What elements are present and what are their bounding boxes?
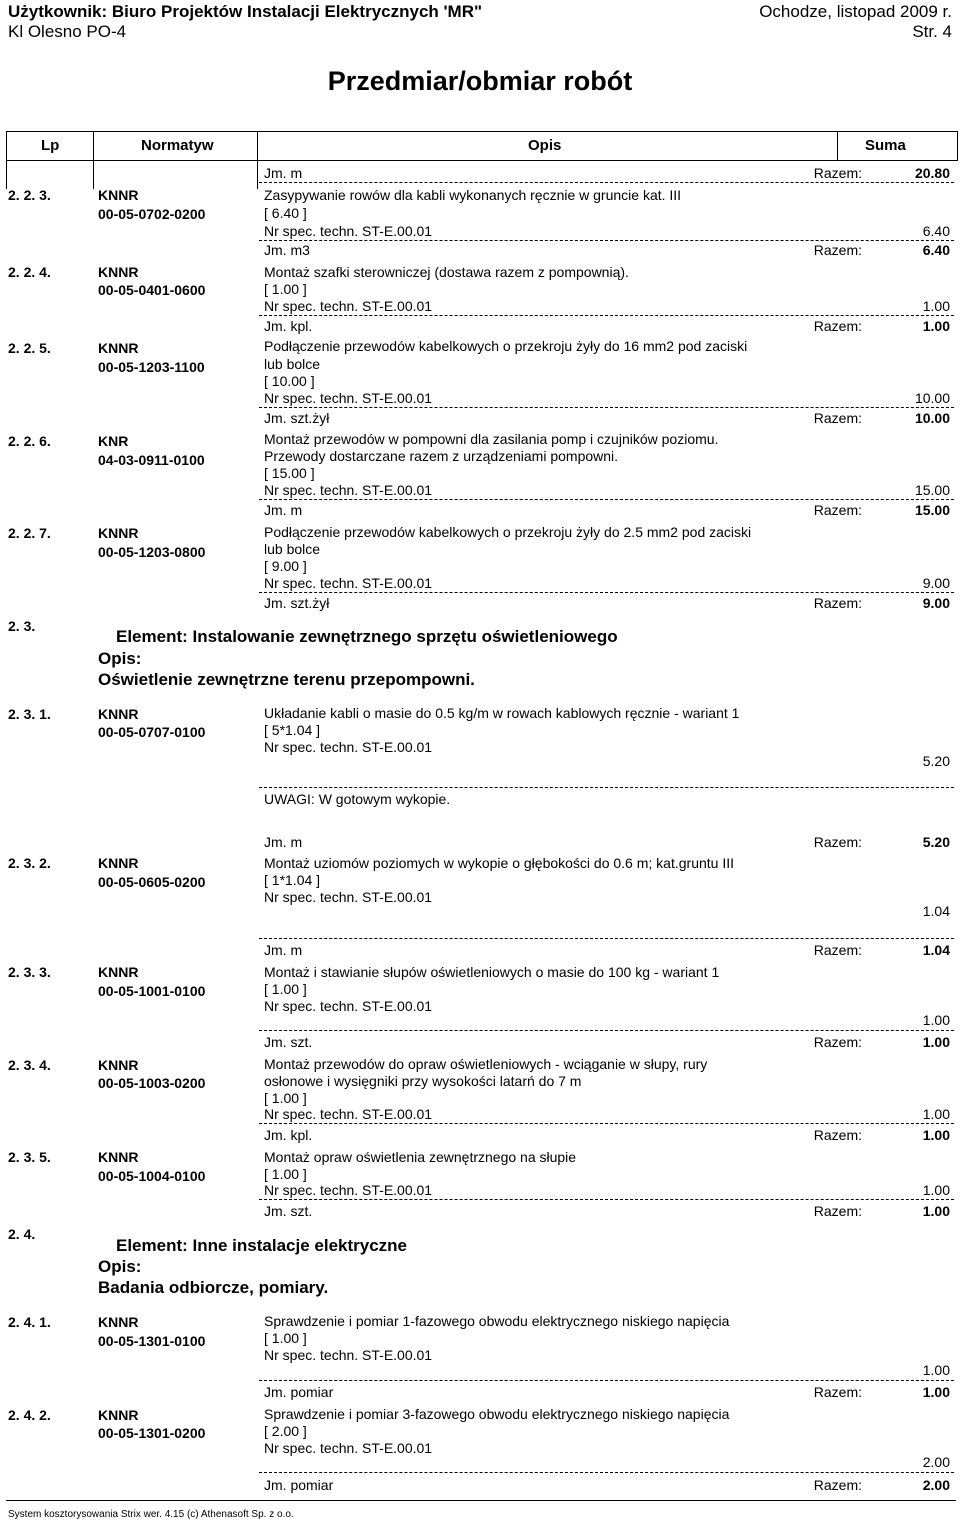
- divider: [259, 240, 954, 241]
- item-desc: [ 2.00 ]: [264, 1423, 307, 1439]
- item-norm: KNNR: [98, 525, 139, 541]
- unit-label: Jm. szt.: [264, 1203, 313, 1219]
- item-norm: KNNR: [98, 187, 139, 203]
- divider: [257, 159, 258, 189]
- item-lp: 2. 2. 4.: [8, 264, 51, 280]
- page-title: Przedmiar/obmiar robót: [327, 66, 633, 96]
- unit-label: Jm. m: [264, 165, 303, 181]
- item-desc: Sprawdzenie i pomiar 3-fazowego obwodu elektrycznego niskiego napięcia: [264, 1406, 730, 1422]
- divider: [259, 315, 954, 316]
- item-norm: KNNR: [98, 964, 139, 980]
- item-desc: Układanie kabli o masie do 0.5 kg/m w rowach kablowych ręcznie - wariant 1: [264, 705, 740, 721]
- divider: [259, 938, 954, 939]
- item-norm-code: 04-03-0911-0100: [98, 452, 205, 468]
- item-desc: Montaż szafki sterowniczej (dostawa razem z pompownią).: [264, 264, 629, 280]
- item-norm: KNNR: [98, 1314, 139, 1330]
- item-desc: lub bolce: [264, 356, 321, 372]
- unit-label: Jm. szt.żył: [264, 595, 330, 611]
- unit-label: Jm. pomiar: [264, 1477, 334, 1493]
- item-spec: Nr spec. techn. ST-E.00.01: [264, 1347, 433, 1363]
- razem-value: 1.00: [922, 1203, 950, 1219]
- razem-label: Razem:: [813, 242, 862, 258]
- razem-label: Razem:: [813, 595, 862, 611]
- item-spec: Nr spec. techn. ST-E.00.01: [264, 1440, 433, 1456]
- divider: [259, 182, 954, 183]
- item-qty: 1.04: [922, 903, 950, 919]
- item-qty: 5.20: [922, 753, 950, 769]
- razem-value: 1.00: [922, 318, 950, 334]
- item-qty: 9.00: [922, 575, 950, 591]
- page-number: Str. 4: [912, 22, 952, 41]
- divider: [259, 407, 954, 408]
- item-qty: 1.00: [922, 1362, 950, 1378]
- item-spec: Nr spec. techn. ST-E.00.01: [264, 575, 433, 591]
- divider: [259, 1380, 954, 1381]
- unit-label: Jm. szt.: [264, 1034, 313, 1050]
- item-lp: 2. 2. 7.: [8, 525, 51, 541]
- item-lp: 2. 3. 1.: [8, 706, 51, 722]
- item-spec: Nr spec. techn. ST-E.00.01: [264, 223, 433, 239]
- unit-label: Jm. m: [264, 942, 303, 958]
- unit-label: Jm. m: [264, 502, 303, 518]
- item-desc: Montaż opraw oświetlenia zewnętrznego na słupie: [264, 1149, 577, 1165]
- item-norm-code: 00-05-1203-1100: [98, 359, 205, 375]
- razem-value: 10.00: [914, 410, 950, 426]
- item-lp: 2. 3. 4.: [8, 1057, 51, 1073]
- item-qty: 10.00: [914, 390, 950, 406]
- divider: [259, 1472, 954, 1473]
- divider: [93, 159, 94, 189]
- element-lp: 2. 3.: [8, 618, 36, 634]
- item-norm: KNNR: [98, 340, 139, 356]
- element-lp: 2. 4.: [8, 1226, 36, 1242]
- item-desc: osłonowe i wysięgniki przy wysokości latarń do 7 m: [264, 1073, 582, 1089]
- col-lp: Lp: [41, 137, 60, 154]
- item-norm-code: 00-05-1001-0100: [98, 983, 206, 999]
- item-spec: Nr spec. techn. ST-E.00.01: [264, 1106, 433, 1122]
- item-norm-code: 00-05-1003-0200: [98, 1075, 206, 1091]
- item-desc: [ 9.00 ]: [264, 558, 307, 574]
- item-desc: [ 6.40 ]: [264, 205, 307, 221]
- item-desc: [ 1.00 ]: [264, 1166, 307, 1182]
- item-norm-code: 00-05-0401-0600: [98, 282, 206, 298]
- razem-value: 5.20: [922, 834, 950, 850]
- razem-label: Razem:: [813, 942, 862, 958]
- item-lp: 2. 2. 5.: [8, 340, 51, 356]
- element-title: Element: Instalowanie zewnętrznego sprzętu oświetleniowego: [116, 627, 618, 646]
- razem-label: Razem:: [813, 1034, 862, 1050]
- column-header: [6, 131, 958, 161]
- item-qty: 15.00: [914, 482, 950, 498]
- razem-value: 1.04: [922, 942, 950, 958]
- item-desc: Przewody dostarczane razem z urządzeniami pompowni.: [264, 448, 619, 464]
- item-norm-code: 00-05-0605-0200: [98, 874, 206, 890]
- item-spec: Nr spec. techn. ST-E.00.01: [264, 298, 433, 314]
- col-opis: Opis: [528, 137, 562, 154]
- item-norm: KNNR: [98, 1149, 139, 1165]
- item-desc: [ 1*1.04 ]: [264, 872, 321, 888]
- divider: [6, 159, 7, 189]
- item-desc: [ 1.00 ]: [264, 981, 307, 997]
- item-qty: 6.40: [922, 223, 950, 239]
- item-spec: Nr spec. techn. ST-E.00.01: [264, 739, 433, 755]
- item-desc: Podłączenie przewodów kabelkowych o przekroju żyły do 2.5 mm2 pod zaciski: [264, 524, 752, 540]
- item-lp: 2. 2. 6.: [8, 433, 51, 449]
- item-desc: lub bolce: [264, 541, 321, 557]
- item-qty: 1.00: [922, 1182, 950, 1198]
- unit-label: Jm. m3: [264, 242, 310, 258]
- col-normatyw: Normatyw: [141, 137, 214, 154]
- item-norm: KNR: [98, 433, 129, 449]
- item-spec: Nr spec. techn. ST-E.00.01: [264, 1182, 433, 1198]
- item-norm: KNNR: [98, 1057, 139, 1073]
- user-label: Użytkownik: Biuro Projektów Instalacji Elektrycznych 'MR": [8, 2, 483, 21]
- item-desc: [ 10.00 ]: [264, 373, 315, 389]
- razem-label: Razem:: [813, 1384, 862, 1400]
- item-note: UWAGI: W gotowym wykopie.: [264, 791, 451, 807]
- item-norm-code: 00-05-1301-0100: [98, 1333, 206, 1349]
- element-opis-label: Opis:: [98, 649, 142, 668]
- razem-label: Razem:: [813, 410, 862, 426]
- item-lp: 2. 4. 1.: [8, 1314, 51, 1330]
- item-spec: Nr spec. techn. ST-E.00.01: [264, 998, 433, 1014]
- item-qty: 1.00: [922, 1012, 950, 1028]
- item-desc: [ 5*1.04 ]: [264, 722, 321, 738]
- razem-value: 6.40: [922, 242, 950, 258]
- item-qty: 1.00: [922, 1106, 950, 1122]
- item-desc: Montaż przewodów do opraw oświetleniowych - wciąganie w słupy, rury: [264, 1056, 708, 1072]
- item-norm-code: 00-05-1301-0200: [98, 1425, 206, 1441]
- divider: [93, 132, 94, 160]
- razem-value: 1.00: [922, 1384, 950, 1400]
- razem-value: 1.00: [922, 1034, 950, 1050]
- item-norm: KNNR: [98, 855, 139, 871]
- razem-label: Razem:: [813, 318, 862, 334]
- unit-label: Jm. kpl.: [264, 1127, 313, 1143]
- item-norm-code: 00-05-0707-0100: [98, 724, 206, 740]
- item-qty: 1.00: [922, 298, 950, 314]
- item-desc: [ 1.00 ]: [264, 1090, 307, 1106]
- item-spec: Nr spec. techn. ST-E.00.01: [264, 482, 433, 498]
- item-lp: 2. 2. 3.: [8, 187, 51, 203]
- razem-label: Razem:: [813, 1477, 862, 1493]
- item-norm: KNNR: [98, 706, 139, 722]
- footer-text: System kosztorysowania Strix wer. 4.15 (c) Athenasoft Sp. z o.o.: [8, 1509, 294, 1520]
- razem-label: Razem:: [813, 1127, 862, 1143]
- razem-value: 9.00: [922, 595, 950, 611]
- unit-label: Jm. m: [264, 834, 303, 850]
- item-lp: 2. 3. 5.: [8, 1149, 51, 1165]
- element-opis-label: Opis:: [98, 1257, 142, 1276]
- item-qty: 2.00: [922, 1454, 950, 1470]
- divider: [259, 1199, 954, 1200]
- item-desc: Montaż uziomów poziomych w wykopie o głębokości do 0.6 m; kat.gruntu III: [264, 855, 734, 871]
- item-desc: Montaż i stawianie słupów oświetleniowych o masie do 100 kg - wariant 1: [264, 964, 720, 980]
- item-spec: Nr spec. techn. ST-E.00.01: [264, 390, 433, 406]
- item-desc: Sprawdzenie i pomiar 1-fazowego obwodu elektrycznego niskiego napięcia: [264, 1313, 730, 1329]
- item-lp: 2. 3. 3.: [8, 964, 51, 980]
- razem-value: 1.00: [922, 1127, 950, 1143]
- element-opis: Oświetlenie zewnętrzne terenu przepompowni.: [98, 670, 475, 689]
- col-suma: Suma: [865, 137, 906, 154]
- unit-label: Jm. kpl.: [264, 318, 313, 334]
- item-desc: [ 1.00 ]: [264, 1330, 307, 1346]
- razem-value: 15.00: [914, 502, 950, 518]
- item-desc: Montaż przewodów w pompowni dla zasilania pomp i czujników poziomu.: [264, 431, 719, 447]
- item-desc: Zasypywanie rowów dla kabli wykonanych ręcznie w gruncie kat. III: [264, 187, 682, 203]
- item-lp: 2. 3. 2.: [8, 855, 51, 871]
- item-spec: Nr spec. techn. ST-E.00.01: [264, 889, 433, 905]
- razem-value: 2.00: [922, 1477, 950, 1493]
- item-desc: Podłączenie przewodów kabelkowych o przekroju żyły do 16 mm2 pod zaciski: [264, 338, 748, 354]
- place-date: Ochodze, listopad 2009 r.: [759, 2, 952, 21]
- divider: [259, 499, 954, 500]
- divider: [837, 132, 838, 160]
- unit-label: Jm. szt.żył: [264, 410, 330, 426]
- item-norm-code: 00-05-0702-0200: [98, 206, 206, 222]
- razem-value: 20.80: [914, 165, 950, 181]
- divider: [257, 132, 258, 160]
- divider: [259, 787, 954, 788]
- element-opis: Badania odbiorcze, pomiary.: [98, 1278, 329, 1297]
- item-norm: KNNR: [98, 1407, 139, 1423]
- item-lp: 2. 4. 2.: [8, 1407, 51, 1423]
- razem-label: Razem:: [813, 502, 862, 518]
- razem-label: Razem:: [813, 834, 862, 850]
- razem-label: Razem:: [813, 165, 862, 181]
- item-norm: KNNR: [98, 264, 139, 280]
- element-title: Element: Inne instalacje elektryczne: [116, 1236, 408, 1255]
- footer-rule: [6, 1500, 956, 1501]
- razem-label: Razem:: [813, 1203, 862, 1219]
- item-desc: [ 1.00 ]: [264, 281, 307, 297]
- divider: [259, 1030, 954, 1031]
- unit-label: Jm. pomiar: [264, 1384, 334, 1400]
- divider: [259, 1123, 954, 1124]
- item-norm-code: 00-05-1203-0800: [98, 544, 206, 560]
- item-norm-code: 00-05-1004-0100: [98, 1168, 206, 1184]
- ki-label: Kl Olesno PO-4: [8, 22, 127, 41]
- item-desc: [ 15.00 ]: [264, 465, 315, 481]
- divider: [259, 592, 954, 593]
